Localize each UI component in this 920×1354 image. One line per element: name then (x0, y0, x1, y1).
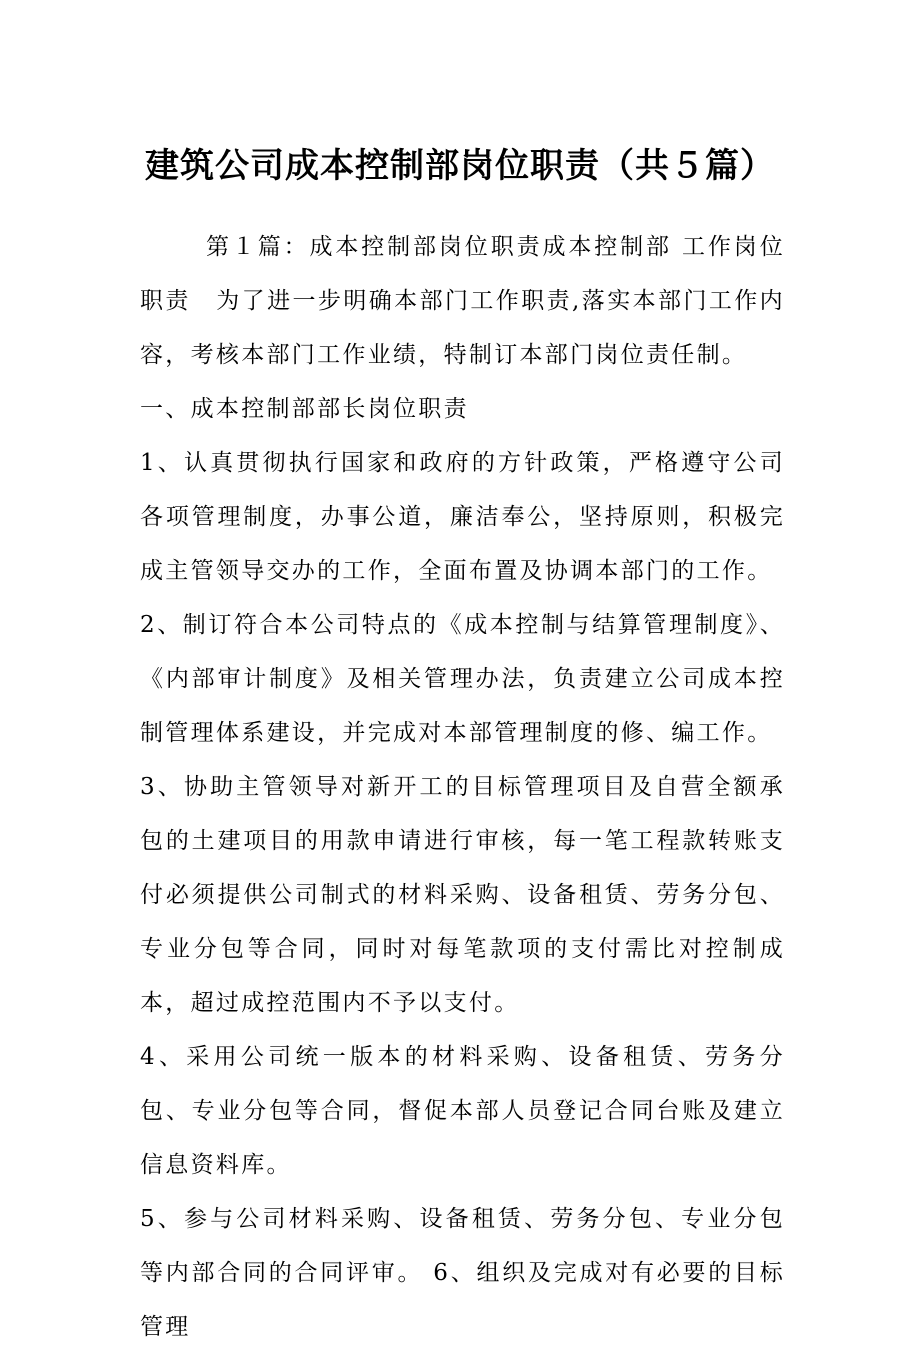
duty-item-3: 3、协助主管领导对新开工的目标管理项目及自营全额承包的土建项目的用款申请进行审核，每一笔工程款转账支付必须提供公司制式的材料采购、设备租赁、劳务分包、专业分包等合同，同时对每笔款项的支付需比对控制成本，超过成控范围内不予以支付。 (140, 774, 785, 1016)
document-title: 建筑公司成本控制部岗位职责（共５篇） (145, 146, 775, 186)
intro-paragraph: 第１篇：成本控制部岗位职责成本控制部 工作岗位职责 为了进一步明确本部门工作职责,落实本部门工作内容，考核本部门工作业绩，特制订本部门岗位责任制。 (140, 234, 785, 368)
section-heading: 一、成本控制部部长岗位职责 (140, 396, 469, 422)
duty-item-5: 5、参与公司材料采购、设备租赁、劳务分包、专业分包等内部合同的合同评审。 6、组织及完成对有必要的目标管理 (140, 1206, 785, 1340)
document-body (140, 220, 785, 1354)
duty-item-4: 4、采用公司统一版本的材料采购、设备租赁、劳务分包、专业分包等合同，督促本部人员登记合同台账及建立信息资料库。 (140, 1044, 785, 1178)
duty-item-2: 2、制订符合本公司特点的《成本控制与结算管理制度》、《内部审计制度》及相关管理办法，负责建立公司成本控制管理体系建设，并完成对本部管理制度的修、编工作。 (140, 612, 785, 746)
duty-item-1: 1、认真贯彻执行国家和政府的方针政策，严格遵守公司各项管理制度，办事公道，廉洁奉公，坚持原则，积极完成主管领导交办的工作，全面布置及协调本部门的工作。 (140, 450, 785, 584)
